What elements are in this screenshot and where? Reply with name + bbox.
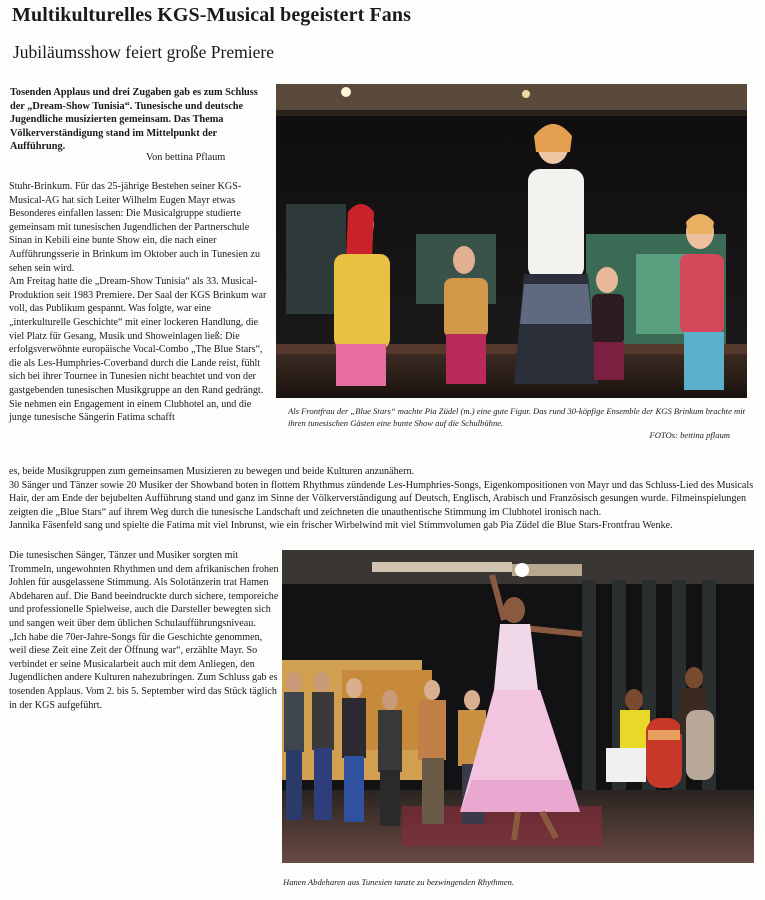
body-column-2	[9, 549, 279, 712]
stage-photo-1-image	[276, 84, 747, 398]
stage-photo-blue-stars	[276, 84, 747, 398]
caption-text: Als Frontfrau der „Blue Stars“ machte Pia Züdel (m.) eine gute Figur. Das rund 30-köpfige Ensemble der KGS Brinkum brachte mit ihren tunesischen Gästen eine bunte Show auf die Schulbühne.	[288, 406, 746, 428]
body-paragraph: Jannika Fäsenfeld sang und spielte die Fatima mit viel Inbrunst, wie ein frischer Wirbelwind mit viel Stimmvolumen gab Pia Züdel die Blue Stars-Frontfrau Wenke.	[9, 520, 673, 532]
body-paragraph: Am Freitag hatte die „Dream-Show Tunisia“ als 33. Musical-Produktion seit 1983 Premiere. Der Saal der KGS Brinkum war voll, das Publikum gespannt. Was folgte, war eine „interkulturelle Geschichte“ mit einer lockeren Handlung, die viel Platz für Gesang, Musik und Showeinlagen ließ: Die erfolgsverwöhnte europäische Vocal-Combo „The Blue Stars“, die als Les-Humphries-Coverband durch die Lande reist, fühlt sich bei ihrer Tournee in Tunesien nicht beachtet und von der gastgebenden tunesischen Musikgruppe an den Rand gedrängt. Sie nehmen ein Engagement in einem Clubhotel an, und die junge tunesische Sängerin Fatima schafft	[9, 276, 267, 424]
headline: Multikulturelles KGS-Musical begeistert Fans	[12, 4, 412, 26]
body-paragraph: Die tunesischen Sänger, Tänzer und Musiker sorgten mit Trommeln, ungewohnten Rhythmen und dem afrikanischen frohen Johlen für ausgelassene Stimmung. Als Solotänzerin trat Hamen Abdeharen auf. Die Band beeindruckte durch sichere, temporeiche und professionelle Spielweise, auch die Darsteller bewegten sich und sangen weit über dem üblichen Schulaufführungsniveau.	[9, 550, 279, 629]
body-column-1	[9, 180, 273, 425]
photo-caption-2: Hanen Abdeharen aus Tunesien tanzte zu bezwingenden Rhythmen.	[283, 877, 515, 887]
photo-caption-1	[288, 405, 758, 441]
subheadline: Jubiläumsshow feiert große Premiere	[13, 42, 274, 62]
lead-paragraph: Tosenden Applaus und drei Zugaben gab es zum Schluss der „Dream-Show Tunisia“. Tunesische und deutsche Jugendliche musizierten gemeinsam. Das Thema Völkerverständigung stand im Mittelpunkt der Aufführung.	[10, 87, 258, 153]
byline: Von bettina Pflaum	[146, 152, 226, 163]
body-paragraph: es, beide Musikgruppen zum gemeinsamen Musizieren zu bewegen und beide Kulturen anzunähern.	[9, 466, 415, 477]
stage-photo-dancer	[282, 550, 754, 863]
body-paragraph: 30 Sänger und Tänzer sowie 20 Musiker der Showband boten in flottem Rhythmus zündende Les-Humphries-Songs, Eigenkompositionen von Mayr und das Schluss-Lied des Musicals Hair, der am Ende der bejubelten Aufführung stand und ganz im Sinne der Völkerverständigung auf Deutsch, Englisch, Arabisch und Französisch gesungen wurde. Filmeinspielungen zeigten die „Blue Stars“ auf ihrem Weg durch die tunesische Landschaft und zeichneten die unauthentische Stimmung im Clubhotel ironisch nach.	[9, 479, 754, 518]
stage-photo-2-image	[282, 550, 754, 863]
body-paragraph: „Ich habe die 70er-Jahre-Songs für die Geschichte genommen, weil diese Zeit eine Zeit der Öffnung war“, erzählte Mayr. So verbindet er seine Musicalarbeit auch mit dem Anliegen, den Jugendlichen andere Kulturen nahezubringen. Zum Schluss gab es tosenden Applaus. Vom 2. bis 5. September wird das Stück täglich in der KGS aufgeführt.	[9, 631, 278, 711]
photo-credit: FOTOs: bettina pflaum	[649, 430, 730, 440]
body-wide-block	[9, 465, 761, 533]
body-paragraph: Stuhr-Brinkum. Für das 25-jährige Bestehen seiner KGS-Musical-AG hat sich Leiter Wilhelm Eugen Mayr etwas Besonderes einfallen lassen: Die Musicalgruppe studierte gemeinsam mit tunesischen Jugendlichen der Partnerschule Sinan in Kebili eine bunte Show ein, die nach einer Aufführungsserie in Brinkum im Oktober auch in Tunesien zu sehen sein wird.	[9, 181, 261, 274]
